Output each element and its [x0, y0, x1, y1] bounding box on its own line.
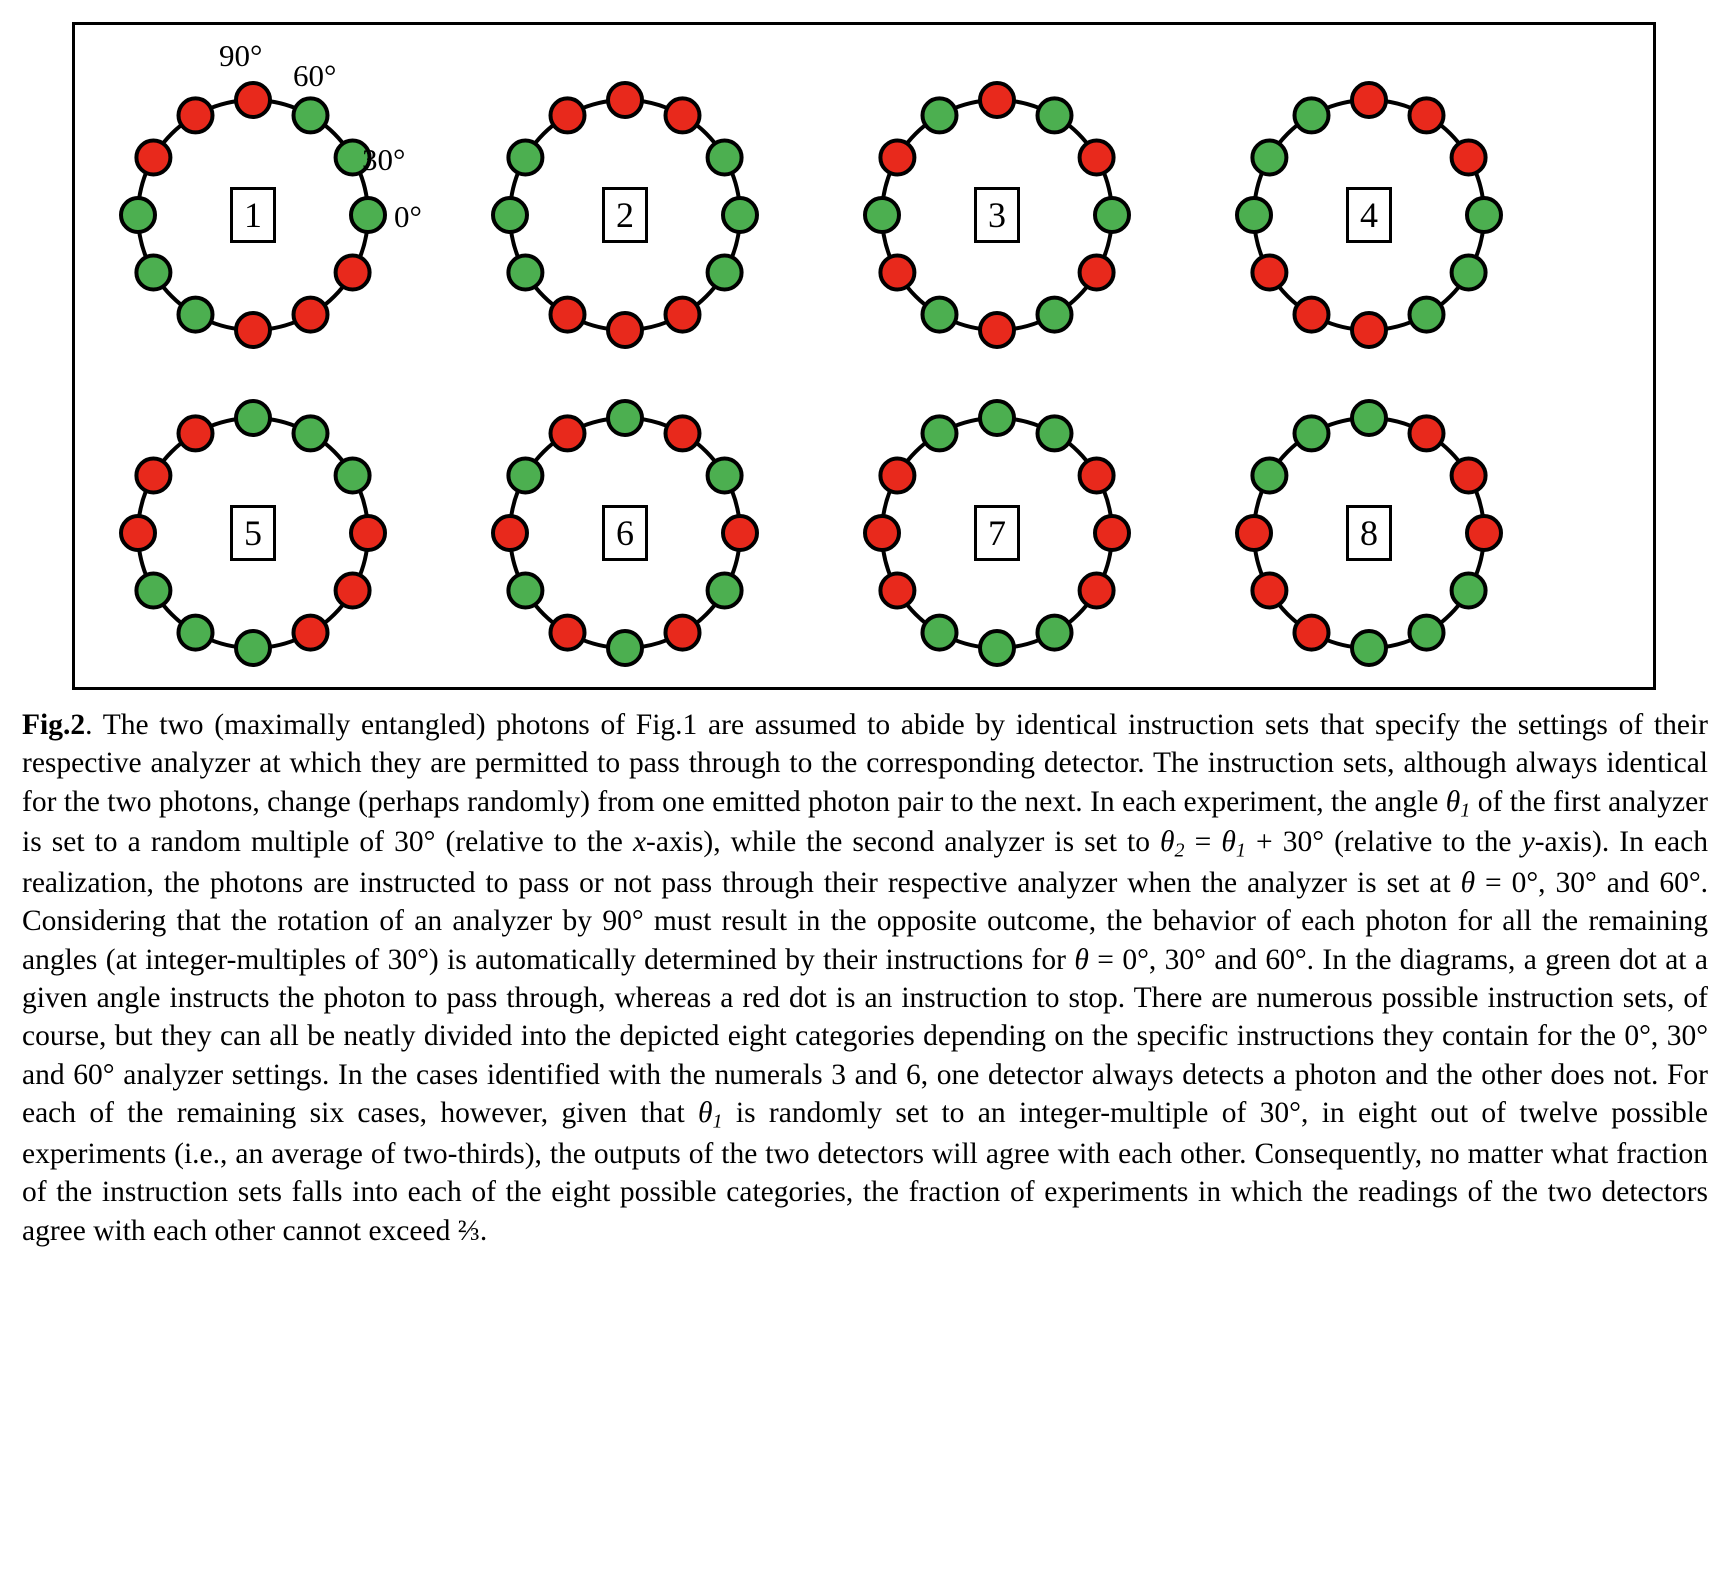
instruction-set-diagram-1 — [103, 65, 406, 365]
instruction-dot-red-120 — [551, 416, 585, 450]
angle-label-0: 0° — [394, 199, 422, 234]
instruction-dot-green-300 — [1410, 616, 1444, 650]
instruction-dot-green-90 — [236, 401, 270, 435]
diagram-number-5: 5 — [230, 505, 276, 561]
instruction-dot-red-180 — [865, 516, 899, 550]
angle-label-60: 60° — [293, 58, 337, 93]
instruction-dot-green-30 — [336, 459, 370, 493]
caption-fragment: is randomly set to an integer-multiple of 30°, in eight out of twelve possible experiments (i.e., an average of two-thirds), the outputs of the two detectors will agree with each other. Consequently, no matter what fraction of the instruction sets falls into each of the eight possible categories, the fraction of experiments in which the readings of the two detectors agree with each other cannot exceed ⅔. — [22, 1097, 1708, 1247]
instruction-set-diagram-5 — [103, 383, 403, 683]
instruction-set-diagram-3 — [847, 65, 1147, 365]
instruction-dot-red-60 — [1410, 416, 1444, 450]
diagram-number-3: 3 — [974, 187, 1020, 243]
instruction-dot-green-330 — [708, 256, 742, 290]
instruction-dot-green-240 — [923, 298, 957, 332]
instruction-dot-red-60 — [666, 416, 700, 450]
caption-fragment: = 0°, 30° and 60°. Considering that the rotation of an analyzer by 90° must result in the opposite outcome, the behavior of each photon for all the remaining angles (at integer-multiples of 30°) is automatically determined by their instructions for — [22, 867, 1708, 976]
caption-label: Fig.2 — [22, 709, 86, 741]
instruction-set-diagram-7 — [847, 383, 1147, 683]
instruction-dot-green-270 — [608, 631, 642, 665]
instruction-dot-red-300 — [294, 298, 328, 332]
instruction-dot-red-210 — [1252, 256, 1286, 290]
instruction-dot-red-30 — [1452, 141, 1486, 175]
figure-caption — [22, 706, 1708, 1250]
instruction-dot-green-270 — [236, 631, 270, 665]
instruction-dot-red-210 — [1252, 574, 1286, 608]
instruction-dot-red-60 — [1410, 98, 1444, 132]
instruction-dot-green-0 — [723, 198, 757, 232]
instruction-dot-red-210 — [880, 574, 914, 608]
instruction-dot-red-180 — [121, 516, 155, 550]
instruction-dot-red-150 — [880, 141, 914, 175]
instruction-dot-red-0 — [351, 516, 385, 550]
diagram-number-2: 2 — [602, 187, 648, 243]
instruction-dot-red-270 — [980, 313, 1014, 347]
instruction-dot-green-240 — [179, 616, 213, 650]
caption-fragment: θ — [1460, 867, 1476, 900]
caption-fragment: . The two (maximally entangled) photons of Fig.1 are assumed to abide by identical instruction sets that specify the settings of their respective analyzer at which they are permitted to pass through to the corresponding detector. The instruction sets, although always identical for the two photons, change (perhaps randomly) from one emitted photon pair to the next. In each experiment, the angle — [22, 709, 1708, 818]
instruction-dot-green-300 — [1038, 298, 1072, 332]
instruction-dot-green-0 — [351, 198, 385, 232]
caption-fragment: 1 — [1235, 839, 1246, 862]
caption-fragment: of the first analyzer is set to a random multiple of 30° (relative to the — [22, 785, 1708, 859]
instruction-dot-red-240 — [551, 298, 585, 332]
instruction-dot-red-150 — [136, 141, 170, 175]
instruction-dot-red-30 — [1452, 459, 1486, 493]
instruction-dot-green-120 — [923, 98, 957, 132]
instruction-dot-red-90 — [980, 83, 1014, 117]
instruction-dot-red-210 — [880, 256, 914, 290]
figure-page — [0, 22, 1728, 1580]
instruction-dot-red-120 — [179, 98, 213, 132]
caption-body — [22, 709, 1708, 1247]
diagram-number-1: 1 — [230, 187, 276, 243]
instruction-dot-green-90 — [1352, 401, 1386, 435]
instruction-dot-red-150 — [136, 459, 170, 493]
instruction-dot-green-330 — [1452, 574, 1486, 608]
instruction-dot-green-30 — [708, 459, 742, 493]
caption-fragment: y — [1521, 826, 1535, 859]
caption-fragment: θ — [1445, 785, 1461, 818]
instruction-dot-green-180 — [1237, 198, 1271, 232]
instruction-dot-green-150 — [1252, 141, 1286, 175]
instruction-dot-red-270 — [608, 313, 642, 347]
caption-fragment: 1 — [1460, 799, 1471, 822]
instruction-dot-green-180 — [493, 198, 527, 232]
instruction-dot-green-210 — [136, 256, 170, 290]
instruction-dot-green-0 — [1467, 198, 1501, 232]
instruction-dot-green-300 — [1038, 616, 1072, 650]
instruction-dot-green-210 — [508, 256, 542, 290]
instruction-dot-red-120 — [551, 98, 585, 132]
instruction-dot-green-330 — [1452, 256, 1486, 290]
instruction-dot-green-270 — [980, 631, 1014, 665]
diagram-grid — [75, 25, 1653, 687]
instruction-dot-green-300 — [1410, 298, 1444, 332]
figure-panel — [72, 22, 1656, 690]
instruction-dot-green-30 — [708, 141, 742, 175]
instruction-dot-green-60 — [1038, 416, 1072, 450]
instruction-dot-red-300 — [666, 616, 700, 650]
instruction-dot-green-150 — [508, 459, 542, 493]
instruction-dot-red-90 — [608, 83, 642, 117]
instruction-dot-green-180 — [121, 198, 155, 232]
instruction-dot-green-90 — [608, 401, 642, 435]
instruction-dot-red-240 — [551, 616, 585, 650]
instruction-dot-red-300 — [666, 298, 700, 332]
instruction-dot-red-120 — [179, 416, 213, 450]
instruction-dot-red-270 — [236, 313, 270, 347]
instruction-dot-green-150 — [508, 141, 542, 175]
instruction-dot-green-60 — [1038, 98, 1072, 132]
instruction-dot-green-210 — [136, 574, 170, 608]
instruction-dot-red-0 — [1095, 516, 1129, 550]
caption-fragment: x — [632, 826, 647, 859]
caption-fragment: -axis), while the second analyzer is set to — [646, 826, 1161, 859]
instruction-dot-green-120 — [1295, 98, 1329, 132]
caption-fragment: = 0°, 30° and 60°. In the diagrams, a green dot at a given angle instructs the photon to pass through, whereas a red dot is an instruction to stop. There are numerous possible instruction sets, of course, but they can all be neatly divided into the depicted eight categories depending on the specific instructions they contain for the 0°, 30° and 60° analyzer settings. In the cases identified with the numerals 3 and 6, one detector always detects a photon and the other does not. For each of the remaining six cases, however, given that — [22, 943, 1708, 1130]
instruction-dot-green-60 — [294, 98, 328, 132]
instruction-set-diagram-8 — [1219, 383, 1519, 683]
instruction-dot-red-90 — [1352, 83, 1386, 117]
caption-fragment: = — [1184, 826, 1222, 859]
instruction-dot-green-240 — [923, 616, 957, 650]
instruction-dot-green-120 — [923, 416, 957, 450]
instruction-dot-green-150 — [1252, 459, 1286, 493]
caption-fragment: θ — [1160, 826, 1175, 859]
angle-label-90: 90° — [219, 38, 263, 73]
instruction-dot-red-330 — [1080, 256, 1114, 290]
instruction-dot-red-180 — [1237, 516, 1271, 550]
caption-fragment: θ — [698, 1097, 713, 1130]
caption-fragment: θ — [1221, 826, 1236, 859]
instruction-dot-green-60 — [294, 416, 328, 450]
instruction-dot-red-330 — [336, 574, 370, 608]
instruction-set-diagram-4 — [1219, 65, 1519, 365]
instruction-set-diagram-6 — [475, 383, 775, 683]
instruction-dot-green-120 — [1295, 416, 1329, 450]
diagram-number-7: 7 — [974, 505, 1020, 561]
instruction-dot-red-240 — [1295, 298, 1329, 332]
angle-label-30: 30° — [362, 142, 406, 177]
caption-fragment: + 30° (relative to the — [1245, 826, 1522, 859]
instruction-dot-green-270 — [1352, 631, 1386, 665]
caption-fragment: 2 — [1174, 839, 1185, 862]
caption-fragment: 1 — [712, 1110, 723, 1133]
instruction-dot-red-90 — [236, 83, 270, 117]
instruction-dot-red-240 — [1295, 616, 1329, 650]
caption-fragment: -axis). In each realization, the photons are instructed to pass or not pass through their respective analyzer when the analyzer is set at — [22, 826, 1708, 900]
instruction-dot-green-180 — [865, 198, 899, 232]
instruction-dot-red-60 — [666, 98, 700, 132]
caption-fragment: θ — [1074, 943, 1089, 976]
instruction-dot-green-90 — [980, 401, 1014, 435]
instruction-dot-red-300 — [294, 616, 328, 650]
instruction-dot-red-330 — [1080, 574, 1114, 608]
instruction-dot-red-0 — [1467, 516, 1501, 550]
instruction-dot-green-210 — [508, 574, 542, 608]
instruction-dot-red-330 — [336, 256, 370, 290]
instruction-dot-green-330 — [708, 574, 742, 608]
diagram-number-8: 8 — [1346, 505, 1392, 561]
instruction-dot-red-270 — [1352, 313, 1386, 347]
instruction-dot-red-30 — [1080, 459, 1114, 493]
instruction-dot-green-0 — [1095, 198, 1129, 232]
instruction-dot-green-240 — [179, 298, 213, 332]
instruction-dot-red-150 — [880, 459, 914, 493]
instruction-dot-red-30 — [1080, 141, 1114, 175]
instruction-dot-red-0 — [723, 516, 757, 550]
diagram-number-4: 4 — [1346, 187, 1392, 243]
diagram-number-6: 6 — [602, 505, 648, 561]
instruction-dot-red-180 — [493, 516, 527, 550]
instruction-set-diagram-2 — [475, 65, 775, 365]
